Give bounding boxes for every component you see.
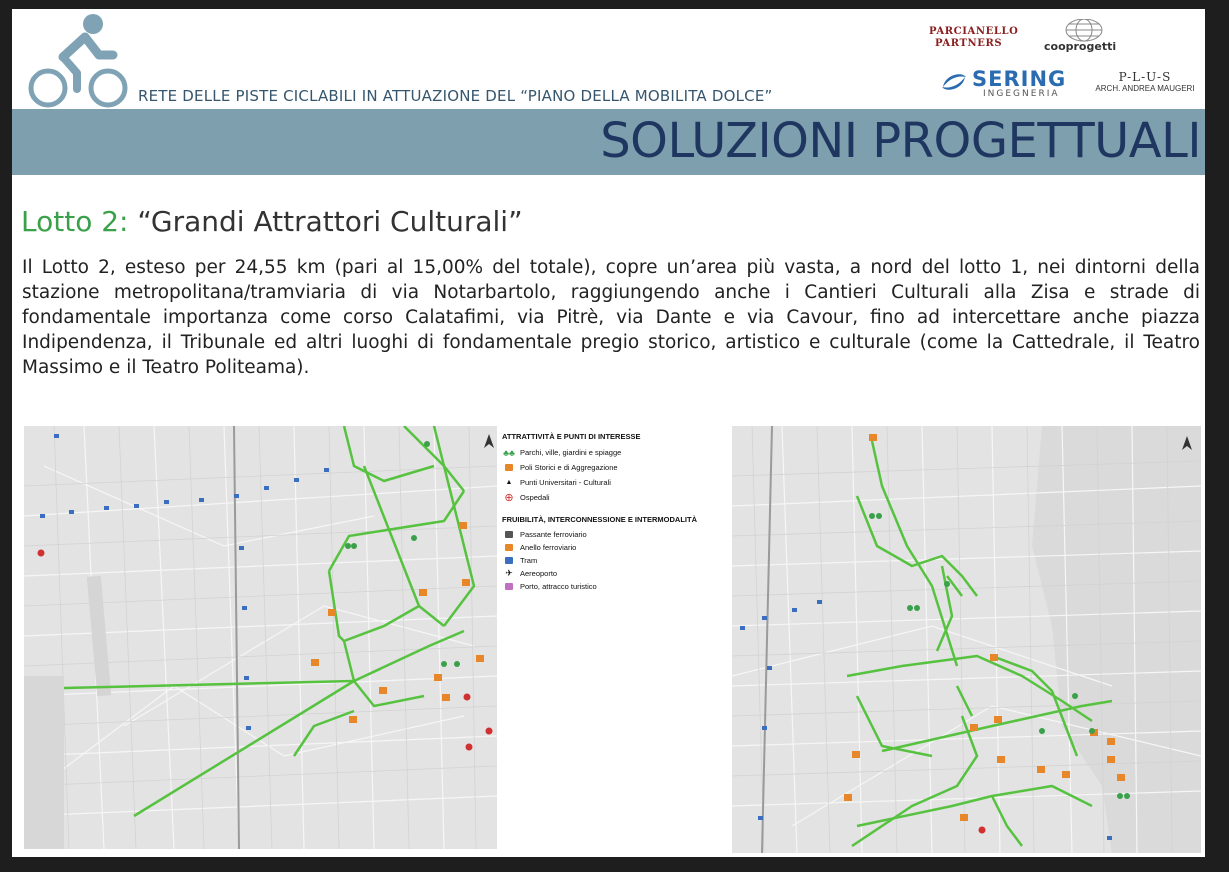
lotto-name: “Grandi Attrattori Culturali” bbox=[137, 205, 523, 238]
parcianello-line1: PARCIANELLO bbox=[929, 26, 1019, 37]
legend-item bbox=[502, 460, 732, 475]
map-left bbox=[24, 426, 497, 849]
sering-sub: INGEGNERIA bbox=[983, 89, 1060, 99]
legend-item bbox=[502, 541, 732, 554]
port-icon bbox=[502, 583, 516, 590]
train-icon bbox=[502, 531, 516, 538]
legend-item bbox=[502, 554, 732, 567]
lotto-label: Lotto 2: bbox=[21, 205, 129, 238]
legend-item-label: Aereoporto bbox=[520, 569, 558, 578]
triangle-icon: ▲ bbox=[505, 479, 513, 486]
airport-icon: ✈ bbox=[505, 568, 513, 578]
parcianello-line2: PARTNERS bbox=[935, 38, 1003, 49]
lotto-description: Il Lotto 2, esteso per 24,55 km (pari al 15,00% del totale), copre un’area più vasta, a nord del lotto 1, nei dintorni della stazione metropolitana/tramviaria di via Notarbartolo, raggiungendo anche i Cantieri Culturali alla Zisa e strade di fondamentale importanza come corso Calatafimi, via Pitrè, via Dante e via Cavour, fino ad intercettare anche piazza Indipendenza, il Tribunale ed altri luoghi di fondamentale pregio storico, artistico e culturale (come la Cattedrale, il Teatro Massimo e il Teatro Politeama). bbox=[22, 257, 1200, 378]
legend-item-label: Poli Storici e di Aggregazione bbox=[520, 463, 618, 472]
map-right-graphic bbox=[732, 426, 1201, 853]
cooprogetti-logo bbox=[1040, 19, 1124, 57]
legend-item bbox=[502, 445, 732, 460]
legend-item bbox=[502, 528, 732, 541]
legend-item-label: Punti Universitari - Culturali bbox=[520, 478, 611, 487]
hospital-icon: ⊕ bbox=[504, 492, 514, 504]
bottom-strip bbox=[0, 857, 1229, 872]
lotto-heading bbox=[21, 205, 523, 238]
ring-train-icon bbox=[502, 544, 516, 551]
legend-section2-title: FRUIBILITÀ, INTERCONNESSIONE E INTERMODALITÀ bbox=[502, 515, 697, 524]
legend-item bbox=[502, 490, 732, 505]
legend-item bbox=[502, 475, 732, 490]
legend-item-label: Tram bbox=[520, 556, 538, 565]
page-title: SOLUZIONI PROGETTUALI bbox=[600, 113, 1201, 169]
tram-icon bbox=[502, 557, 516, 564]
sering-word: SERING bbox=[972, 67, 1067, 91]
plus-logo bbox=[1086, 70, 1204, 93]
map-legend bbox=[502, 432, 732, 593]
tree-icon: ♣♣ bbox=[503, 447, 515, 458]
legend-item bbox=[502, 580, 732, 593]
legend-section1-title: ATTRATTIVITÀ E PUNTI DI INTERESSE bbox=[502, 432, 641, 441]
slide bbox=[12, 9, 1205, 857]
legend-item-label: Ospedali bbox=[520, 493, 550, 502]
building-icon bbox=[502, 464, 516, 471]
legend-item bbox=[502, 567, 732, 580]
map-left-graphic bbox=[24, 426, 497, 849]
legend-item-label: Passante ferroviario bbox=[520, 530, 587, 539]
plus-title: P-L-U-S bbox=[1118, 70, 1172, 84]
parcianello-logo bbox=[929, 26, 1018, 50]
bicycle-icon bbox=[27, 11, 131, 111]
title-band bbox=[12, 109, 1205, 175]
map-right bbox=[732, 426, 1201, 853]
legend-item-label: Porto, attracco turistico bbox=[520, 582, 597, 591]
plus-sub: ARCH. ANDREA MAUGERI bbox=[1095, 84, 1195, 93]
legend-item-label: Anello ferroviario bbox=[520, 543, 577, 552]
legend-item-label: Parchi, ville, giardini e spiagge bbox=[520, 448, 622, 457]
header-subtitle: RETE DELLE PISTE CICLABILI IN ATTUAZIONE DEL “PIANO DELLA MOBILITA DOLCE” bbox=[138, 87, 773, 105]
cooprogetti-text: cooprogetti bbox=[1044, 40, 1117, 53]
sering-logo bbox=[939, 67, 1069, 99]
sering-swirl-icon bbox=[939, 67, 969, 97]
